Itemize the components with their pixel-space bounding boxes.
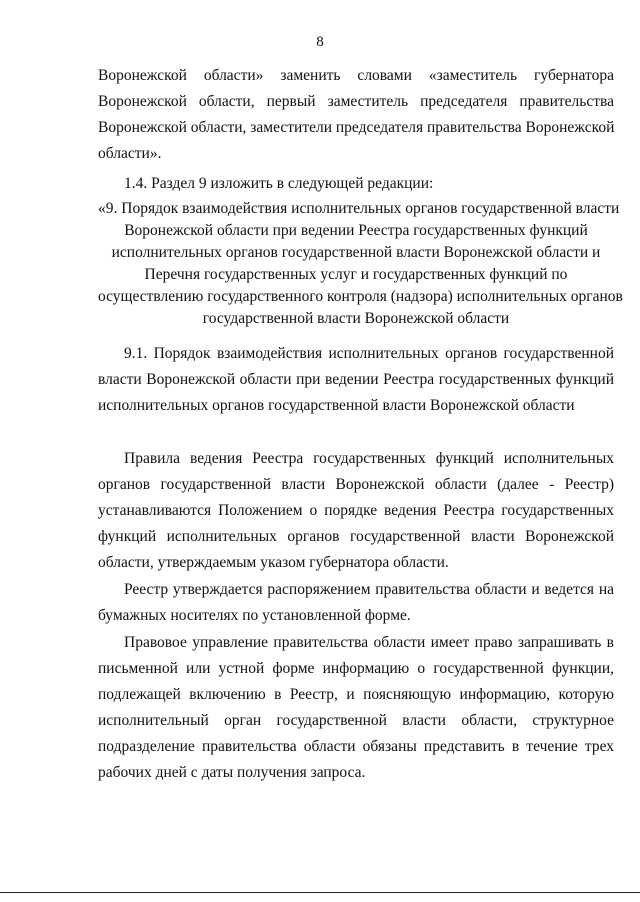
registry-paragraph <box>98 577 614 629</box>
heading-line: «9. Порядок взаимодействия исполнительных органов государственной власти <box>98 200 620 217</box>
text-line: Правовое управление правительства области имеет право запрашивать в <box>124 634 614 651</box>
text-line: Реестр утверждается распоряжением правительства области и ведется на <box>124 581 614 598</box>
text-line: 1.4. Раздел 9 изложить в следующей редакции: <box>124 175 434 192</box>
text-line: Воронежской области, первый заместитель председателя правительства <box>98 93 614 110</box>
text-line: области, утверждаемым указом губернатора области. <box>98 554 449 571</box>
page-number: 8 <box>316 34 324 50</box>
text-line: области». <box>98 145 162 162</box>
text-line: функций исполнительных органов государственной власти Воронежской <box>98 528 614 545</box>
text-line: власти Воронежской области при ведении Реестра государственных функций <box>98 371 614 388</box>
text-line: 9.1. Порядок взаимодействия исполнительных органов государственной <box>124 345 614 362</box>
heading-line: Воронежской области при ведении Реестра государственных функций <box>124 222 588 239</box>
text-line: устанавливаются Положением о порядке ведения Реестра государственных <box>98 502 614 519</box>
page-bottom-divider <box>0 892 640 893</box>
subsection-9-1-heading <box>98 341 614 419</box>
text-line: исполнительных органов государственной власти Воронежской области <box>98 397 575 414</box>
text-line: Воронежской области» заменить словами «заместитель губернатора <box>98 67 614 84</box>
continuation-paragraph <box>98 63 614 167</box>
heading-line: исполнительных органов государственной власти Воронежской области и <box>111 244 601 261</box>
legal-department-paragraph <box>98 630 614 786</box>
heading-line: Перечня государственных услуг и государственных функций по <box>144 266 568 283</box>
section-9-heading <box>98 198 623 330</box>
text-line: бумажных носителях по установленной форме. <box>98 607 411 624</box>
text-line: Правила ведения Реестра государственных функций исполнительных <box>124 450 614 467</box>
text-line: письменной или устной форме информацию о государственной функции, <box>98 660 614 677</box>
rules-paragraph <box>98 446 614 576</box>
text-line: подлежащей включению в Реестр, и поясняющую информацию, которую <box>98 686 614 703</box>
text-line: рабочих дней с даты получения запроса. <box>98 764 366 781</box>
text-line: Воронежской области, заместители председателя правительства Воронежской <box>98 119 615 136</box>
text-line: исполнительный орган государственной власти области, структурное <box>98 712 614 729</box>
heading-line: государственной власти Воронежской области <box>202 310 510 327</box>
text-line: органов государственной власти Воронежской области (далее - Реестр) <box>98 476 614 493</box>
text-line: подразделение правительства области обязаны представить в течение трех <box>98 738 614 755</box>
item-1-4 <box>98 171 614 197</box>
heading-line: осуществлению государственного контроля (надзора) исполнительных органов <box>98 288 623 305</box>
